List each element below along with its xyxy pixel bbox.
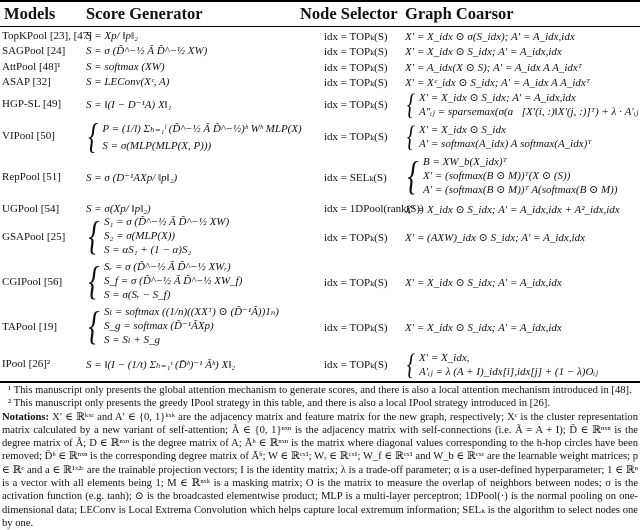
coarsor-formula: X′ = X_idx ⊙ S_idx; A′ = A_idx,idx + A²_idx,idx: [405, 204, 620, 216]
score-formula: S = σ (D⁻¹AXp/ ‖p‖₂): [86, 172, 178, 184]
score-line: S = σ(MLP(MLP(X, P))): [102, 140, 212, 152]
coarsor-formula-block: [405, 350, 598, 380]
coarsor-line: A′ = (softmax(B ⊙ M))ᵀ A(softmax(B ⊙ M)): [423, 184, 618, 196]
brace-icon: {: [406, 120, 416, 153]
node-selector: idx = TOPₖ(S): [324, 277, 388, 289]
node-selector: idx = TOPₖ(S): [324, 232, 388, 244]
coarsor-formula: X′ = X_idx ⊙ S_idx; A′ = A_idx,idx: [405, 46, 562, 58]
header-score-generator: Score Generator: [86, 4, 203, 23]
coarsor-formula: X′ = (AXW)_idx ⊙ S_idx; A′ = A_idx,idx: [405, 232, 585, 244]
score-formula: S = σ (D̃^−½ Ã D̃^−½ XW): [86, 45, 208, 57]
coarsor-line: A″ᵢⱼ = sparsemax(σ(a⃗[X′(i, :)‖X′(j, :)]ᵀ) + λ · A′ᵢⱼ: [419, 106, 639, 118]
coarsor-line: X′ = X_idx ⊙ S_idx: [419, 124, 506, 136]
footnote-2: ² This manuscript only presents the greedy IPool strategy in this table, and there is also a local IPool strategy introduced in [26].: [8, 398, 550, 410]
score-formula: S = σ(Xp/ ‖p‖₂): [86, 203, 151, 215]
model-name: ASAP [32]: [2, 76, 51, 88]
coarsor-formula: X′ = Xᶜ_idx ⊙ S_idx; A′ = A_idx A A_idxᵀ: [405, 77, 591, 89]
notations-text: X′ ∈ ℝᵏˣᶜ and A′ ∈ {0, 1}ᵏˣᵏ are the adjacency matrix and feature matrix for the new graph, respectively; Xᶜ is the cluster representation matrix calculated by a new variant of self-attention; Ã ∈ {0, 1}ⁿˣⁿ is the adjacency matrix with self-connections (i.e. Ã = A + I); D̃ ∈ ℝⁿˣⁿ is the degree matrix of Ã; D ∈ ℝⁿˣⁿ is the degree matrix of A; Āʰ ∈ ℝⁿˣⁿ is the matrix where diagonal values corresponding to the h-hop circles have been removed; D̄ʰ ∈ ℝⁿˣⁿ is the corresponding degree matrix of Āʰ; W ∈ ℝᶜˣ¹; Wᵣ ∈ ℝᶜˣ¹; W_f ∈ ℝᶜˣ¹ and W_b ∈ ℝᶜˣᶜ are the learnable weight matrices; p ∈ ℝᶜ and a ∈ ℝ¹ˣ²ᶜ are the trainable projection vectors; I is the identity matrix; λ is a trade-off parameter; α is a user-defined hyperparameter; 1 ∈ ℝⁿ is a vector with all elements being 1; M ∈ ℝⁿˣᵏ is a masking matrix; O is the matrix to measure the overlap of neighbors between nodes; σ is the activation function (e.g. tanh); ⊙ is the broadcasted elementwise product; MLP is a multi-layer perceptron; 1DPool(·) is the normal pooling on one-dimensional data; LEConv is Local Extrema Convolution which helps capture local extremum information; SELₖ is the algorithm to select nodes one by one.: [2, 411, 638, 529]
notations-label: Notations:: [2, 411, 50, 423]
coarsor-line: X′ = X_idx ⊙ S_idx; A′ = A_idx,idx: [419, 92, 576, 104]
brace-icon: {: [406, 348, 416, 381]
model-name: CGIPool [56]: [2, 276, 63, 288]
score-line: Sₗ = softmax ((1/n)((XXᵀ) ⊙ (D̃⁻¹Ã))1ₙ): [104, 306, 279, 318]
score-formula-block: [86, 215, 229, 257]
coarsor-formula-block: [405, 155, 618, 197]
coarsor-line: A′ = softmax(A_idx) A softmax(A_idx)ᵀ: [419, 138, 592, 150]
brace-icon: {: [88, 258, 100, 303]
coarsor-line: A′ᵢⱼ = λ (A + I)_idx[i],idx[j] + (1 − λ)Oᵢⱼ: [419, 366, 599, 378]
model-name: SAGPool [24]: [2, 45, 66, 57]
score-formula: S = ‖(I − D⁻¹A) X‖₁: [86, 99, 172, 111]
score-line: S_f = σ (D̃^−½ Ã D̃^−½ XW_f): [104, 275, 243, 287]
score-formula: S = LEConv(Xᶜ, A): [86, 76, 170, 88]
model-name: IPool [26]²: [2, 358, 51, 370]
score-line: S = αS₁ + (1 − α)S₂: [104, 244, 192, 256]
score-formula: S = Xp/ ‖p‖₂: [86, 30, 138, 42]
model-name: VIPool [50]: [2, 130, 55, 142]
node-selector: idx = TOPₖ(S): [324, 99, 388, 111]
header-graph-coarsor: Graph Coarsor: [405, 4, 514, 23]
footnote-1: ¹ This manuscript only presents the global attention mechanism to generate scores, and there is also a local attention mechanism introduced in [48].: [8, 385, 632, 396]
header-models: Models: [4, 4, 56, 23]
score-formula-block: [86, 260, 242, 302]
brace-icon: {: [88, 303, 100, 348]
node-selector: idx = TOPₖ(S): [324, 77, 388, 89]
score-formula-block: [86, 305, 279, 347]
score-line: Sᵣ = σ (D̃^−½ Ã D̃^−½ XWᵣ): [104, 261, 231, 273]
model-name: TAPool [19]: [2, 321, 58, 333]
coarsor-line: X′ = X_idx,: [419, 352, 470, 364]
coarsor-formula-block: [405, 122, 592, 152]
brace-icon: {: [407, 153, 419, 198]
coarsor-formula: X′ = X_idx ⊙ σ(S_idx); A′ = A_idx,idx: [405, 31, 575, 43]
score-line: S = σ(Sᵣ − S_f): [104, 289, 171, 301]
model-name: RepPool [51]: [2, 171, 61, 183]
model-name: HGP-SL [49]: [2, 98, 62, 110]
notations-paragraph: [2, 411, 638, 530]
coarsor-formula-block: [405, 90, 638, 120]
score-line: P = (1/l) Σₕ₌₁ˡ (D̃^−½ Ã D̃^−½)ʰ Wʰ MLP(X): [102, 123, 302, 135]
score-formula: S = softmax (XW): [86, 61, 165, 73]
brace-icon: {: [406, 88, 416, 121]
node-selector: idx = TOPₖ(S): [324, 62, 388, 74]
coarsor-line: B = XW_b(X_idx)ᵀ: [423, 156, 507, 168]
score-line: S = Sₗ + S_g: [104, 334, 161, 346]
brace-icon: {: [88, 116, 99, 156]
bottom-rule: [0, 381, 640, 383]
top-rule: [0, 0, 640, 2]
score-line: S₂ = σ(MLP(X)): [104, 230, 176, 242]
model-name: AttPool [48]¹: [2, 61, 61, 73]
score-line: S₁ = σ (D̃^−½ Ã D̃^−½ XW): [104, 216, 230, 228]
model-name: TopKPool [23], [47]: [2, 30, 92, 42]
node-selector: idx = TOPₖ(S): [324, 46, 388, 58]
coarsor-formula: X′ = A_idx(X ⊙ S); A′ = A_idx A A_idxᵀ: [405, 62, 583, 74]
header-rule: [0, 26, 640, 27]
node-selector: idx = TOPₖ(S): [324, 131, 388, 143]
table-footnotes: [2, 384, 638, 530]
coarsor-formula: X′ = X_idx ⊙ S_idx; A′ = A_idx,idx: [405, 277, 562, 289]
node-selector: idx = TOPₖ(S): [324, 359, 388, 371]
score-formula: S = ‖(I − (1/t) Σₕ₌₁ᵗ (D̄ʰ)⁻¹ Āʰ) X‖₂: [86, 359, 236, 371]
score-formula-block: [86, 118, 302, 154]
model-name: UGPool [54]: [2, 203, 60, 215]
coarsor-formula: X′ = X_idx ⊙ S_idx; A′ = A_idx,idx: [405, 322, 562, 334]
brace-icon: {: [88, 213, 100, 258]
node-selector: idx = TOPₖ(S): [324, 322, 388, 334]
model-name: GSAPool [25]: [2, 231, 66, 243]
header-node-selector: Node Selector: [300, 4, 398, 23]
coarsor-line: X′ = (softmax(B ⊙ M))ᵀ(X ⊙ (S)): [423, 170, 571, 182]
node-selector: idx = SELₖ(S): [324, 172, 387, 184]
score-line: S_g = softmax (D̃⁻¹ÃXp): [104, 320, 214, 332]
node-selector: idx = 1DPool(rank(S)): [324, 203, 424, 215]
node-selector: idx = TOPₖ(S): [324, 31, 388, 43]
